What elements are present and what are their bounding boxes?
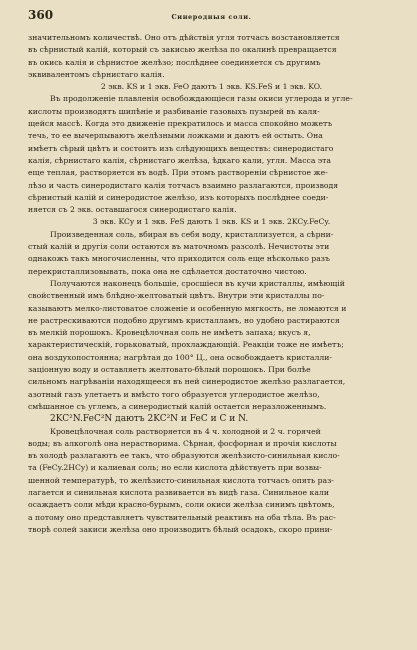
- text-line: 2 экв. KS и 1 экв. FeO даютъ 1 экв. KS.FeS и 1 экв. KO.: [100, 82, 323, 92]
- text-line: заціонную воду и оставляетъ желтовато-бѣлый порошокъ. При болѣе: [28, 365, 311, 375]
- text-line: азотный газъ улетаетъ и вмѣсто того образуется углеродистое желѣзо,: [28, 389, 320, 399]
- text-line: лагается и синильная кислота развивается въ видѣ газа. Синильное кали: [28, 487, 329, 497]
- text-line: сильномъ нагрѣваніи находящееся въ ней синеродистое желѣзо разлагается,: [28, 377, 346, 387]
- text-line: течь, то ее вычерпываютъ желѣзными ложками и даютъ ей остыть. Она: [28, 131, 323, 141]
- text-line: имѣетъ сѣрый цвѣтъ и состоитъ изъ слѣдующихъ веществъ: синеродистаго: [28, 143, 334, 153]
- text-line: а потому оно представляетъ чувствительный реактивъ на оба тѣла. Въ рас-: [28, 512, 336, 522]
- text-line: въ сѣрнистый калій, который съ закисью желѣза по окалинѣ превращается: [28, 45, 337, 55]
- text-line: характеристическій, горьковатый, прохлаждающій. Реакціи тоже не имѣетъ;: [28, 340, 344, 350]
- text-line: еще теплая, растворяется въ водѣ. При этомъ раствореніи сѣрнистое же-: [28, 168, 328, 178]
- text-line: 2KC²N.FeC²N даютъ 2KC²N и FeC и C и N.: [50, 414, 249, 425]
- text-line: няется съ 2 экв. оставшагося синеродистаго калія.: [28, 205, 237, 215]
- text-line: кислоты производятъ шипѣніе и разбиваніе газовыхъ пузырей въ каля-: [28, 106, 320, 116]
- page-number: 360: [28, 8, 54, 22]
- text-line: Получаются наконецъ большіе, сросшіеся въ кучи кристаллы, имѣющій: [50, 278, 345, 288]
- text-line: перекристаллизовывать, пока она не сдѣлается достаточно чистою.: [28, 266, 307, 276]
- text-line: въ мелкій порошокъ. Кровецѣлочная соль не имѣетъ запаха; вкусъ я,: [28, 328, 311, 338]
- text-line: однакожъ такъ многочисленны, что приходится соль еще нѣсколько разъ: [28, 254, 330, 264]
- text-line: въ окись калія и сѣрнистое желѣзо; послѣднее соединяется съ другимъ: [28, 57, 321, 67]
- text-line: не растрескиваются подобно другимъ кристалламъ, но удобно растираются: [28, 315, 340, 325]
- text-line: въ холодѣ разлагаютъ ее такъ, что образуются желѣзисто-синильная кисло-: [28, 451, 340, 461]
- text-line: лѣзо и часть синеродистаго калія тотчасъ взаимно разлагаются, производя: [28, 180, 339, 190]
- text-line: воды; въ алкоголѣ она нерастворима. Сѣрная, фосфорная и прочія кислоты: [28, 438, 337, 448]
- running-title: Синеродныя соли.: [171, 13, 252, 21]
- text-line: она воздухопостоянна; нагрѣтая до 100° Ц., она освобождаетъ кристалли-: [28, 352, 332, 362]
- text-line: казываютъ мелко-листоватое сложеніе и особенную мягкость, не ломаются и: [28, 303, 347, 313]
- text-line: шенной температурѣ, то желѣзисто-синильная кислота тотчасъ опять раз-: [28, 475, 334, 485]
- text-line: Произведенная соль, вбирая въ себя воду, кристаллизуется, а сѣрни-: [50, 229, 334, 239]
- text-line: 3 экв. KCy и 1 экв. FeS даютъ 1 экв. KS и 1 экв. 2KCy.FeCy.: [92, 217, 331, 227]
- text-line: творѣ солей закиси желѣза оно производитъ бѣлый осадокъ, скоро прини-: [28, 524, 333, 534]
- text-line: смѣшанное съ углемъ, а синеродистый калій остается неразложеннымъ.: [28, 401, 327, 411]
- page-header: [28, 8, 395, 26]
- text-line: эквивалентомъ сѣрнистаго калія.: [28, 69, 165, 79]
- text-line: калія, сѣрнистаго калія, сѣрнистаго желѣза, ѣдкаго кали, угля. Масса эта: [28, 155, 331, 165]
- text-line: стый калій и другія соли остаются въ маточномъ разсолѣ. Нечистоты эти: [28, 242, 330, 252]
- text-line: Кровецѣлочная соль растворяется въ 4 ч. холодной и 2 ч. горячей: [50, 426, 321, 436]
- text-line: щейся массѣ. Когда это движеніе прекратилось и масса спокойно можетъ: [28, 119, 333, 129]
- text-line: свойственный имъ блѣдно-желтоватый цвѣтъ. Внутри эти кристаллы по-: [28, 291, 325, 301]
- text-line: Въ продолженіе плавленія освобождающіеся газы окиси углерода и угле-: [50, 94, 353, 104]
- text-line: значительномъ количествѣ. Оно отъ дѣйствія угля тотчасъ возстановляется: [28, 33, 340, 42]
- text-line: осаждаетъ соли мѣди красно-бурымъ, соли окиси желѣза синимъ цвѣтомъ,: [28, 500, 335, 510]
- body-text: [28, 32, 395, 536]
- text-line: сѣрнистый калій и синеродистое желѣзо, изъ которыхъ послѣднее соеди-: [28, 192, 329, 202]
- text-line: та (FeCy.2HCy) и калиевая соль; но если кислота дѣйствуетъ при возвы-: [28, 463, 322, 473]
